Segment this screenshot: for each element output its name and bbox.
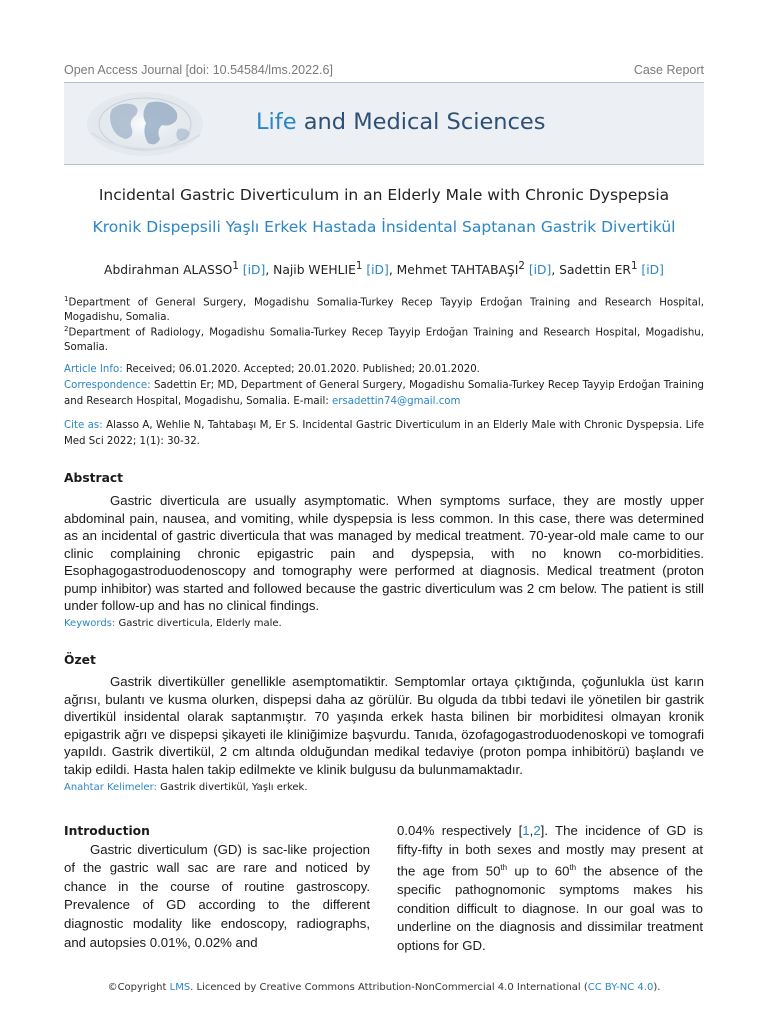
- keywords-label: Keywords:: [64, 618, 116, 629]
- author-name: Sadettin ER: [559, 263, 631, 278]
- reference-separator: ,: [529, 823, 534, 838]
- reference-link-2[interactable]: 2: [533, 823, 541, 838]
- affiliation-2: [64, 322, 704, 355]
- correspondence-label: Correspondence:: [64, 380, 151, 391]
- author-affiliation-sup: 1: [355, 260, 363, 272]
- anahtar-kelimeler-text: Gastrik divertikül, Yaşlı erkek.: [156, 782, 308, 793]
- ozet-text: Gastrik divertiküller genellikle asemptomatiktir. Semptomlar ortaya çıktığında, çoğunlukla üst karın ağrısı, bulantı ve kusma olurken, dispepsi daha az görülür. Bu olguda da tıbbi tedavi ile yönetilen bir gastrik divertikül insidental olarak saptanmıştır. 70 yaşında erkek hasta bilinen bir morbiditesi olmayan kronik epigastrik ağrı ve dispepsi şikayeti ile kliniğimize başvurdu. Tanıda, özofagogastroduodenoskopi ve tomografi yapıldı. Gastrik divertikül, 2 cm altında olduğundan medikal tedaviye (proton pompa inhibitörü) başlandı ve takip edildi. Hasta halen takip edilmekte ve klinik bulgusu da bulunmamaktadır.: [64, 674, 704, 777]
- license-text: . Licenced by Creative Commons Attribution-NonCommercial 4.0 International (: [190, 982, 588, 993]
- article-info: [64, 362, 704, 378]
- article-title-en: Incidental Gastric Diverticulum in an Elderly Male with Chronic Dyspepsia: [98, 186, 670, 204]
- journal-banner: [64, 82, 704, 165]
- orcid-icon: iD: [646, 263, 660, 278]
- introduction-heading: Introduction: [64, 824, 150, 838]
- author-name: Abdirahman ALASSO: [104, 263, 233, 278]
- affiliation-text: Department of General Surgery, Mogadishu Somalia-Turkey Recep Tayyip Erdoğan Training and Research Hospital, Mogadishu, Somalia.: [64, 297, 704, 324]
- orcid-link[interactable]: [iD]: [242, 263, 266, 278]
- intro-text-d: the absence of the specific pathognomonic symptoms makes his condition difficult to diagnose. In our goal was to underline on the diagnosis and dissimilar treatment options for GD.: [397, 863, 703, 953]
- orcid-link[interactable]: [iD]: [641, 263, 664, 278]
- article-title-tr: Kronik Dispepsili Yaşlı Erkek Hastada İnsidental Saptanan Gastrik Divertikül: [92, 218, 676, 236]
- orcid-icon: iD: [371, 263, 385, 278]
- author-affiliation-sup: 1: [630, 260, 638, 272]
- affiliation-text: Department of Radiology, Mogadishu Somalia-Turkey Recep Tayyip Erdoğan Training and Research Hospital, Mogadishu, Somalia.: [64, 327, 704, 354]
- correspondence-text: Sadettin Er; MD, Department of General Surgery, Mogadishu Somalia-Turkey Recep Tayyip Erdoğan Training and Research Hospital, Mogadishu, Somalia. E-mail:: [64, 380, 704, 407]
- abstract-text: Gastric diverticula are usually asymptomatic. When symptoms surface, they are mostly upper abdominal pain, nausea, and vomiting, while dyspepsia is less common. In this case, there was determined as an incidental of gastric diverticula that was managed by medical treatment. 70-year-old male came to our clinic complaining chronic epigastric pain and dyspepsia, with no known co-morbidities. Esophagogastroduodenoscopy and tomography were performed at diagnosis. Medical treatment (proton pump inhibitor) was started and followed because the gastric diverticulum was 2 cm below. The patient is still under follow-up and has no clinical findings.: [64, 493, 704, 613]
- copyright-prefix: ©Copyright: [107, 982, 170, 993]
- article-info-label: Article Info:: [64, 364, 123, 375]
- journal-doi-line: Open Access Journal [doi: 10.54584/lms.2022.6]: [64, 63, 333, 77]
- ozet-heading: Özet: [64, 653, 96, 667]
- affiliation-sup: 2: [64, 325, 69, 333]
- anahtar-kelimeler: [64, 782, 308, 793]
- author-name: Mehmet TAHTABAŞI: [396, 263, 519, 278]
- journal-name: [256, 109, 546, 135]
- intro-column-right: [397, 822, 703, 956]
- cite-text: Alasso A, Wehlie N, Tahtabaşı M, Er S. Incidental Gastric Diverticulum in an Elderly Male with Chronic Dyspepsia. Life Med Sci 2022; 1(1): 30-32.: [64, 420, 704, 447]
- copyright-suffix: ).: [653, 982, 661, 993]
- keywords: [64, 618, 282, 629]
- keywords-text: Gastric diverticula, Elderly male.: [115, 618, 282, 629]
- author-affiliation-sup: 1: [232, 260, 239, 272]
- orcid-icon: iD: [247, 263, 261, 278]
- intro-text-a: 0.04% respectively [: [397, 823, 523, 838]
- anahtar-kelimeler-label: Anahtar Kelimeler:: [64, 782, 157, 793]
- correspondence: [64, 378, 704, 410]
- intro-paragraph-1: Gastric diverticulum (GD) is sac-like projection of the gastric wall sac are rare and noticed by chance in the course of routine gastroscopy. Prevalence of GD according to the different diagnostic modality like endoscopy, radiographs, and autopsies 0.01%, 0.02% and: [64, 841, 370, 950]
- license-link[interactable]: CC BY-NC 4.0: [587, 982, 654, 993]
- copyright-footer: [0, 982, 768, 993]
- journal-name-highlight: Life: [256, 109, 297, 135]
- orcid-icon: iD: [533, 263, 547, 278]
- article-info-text: Received; 06.01.2020. Accepted; 20.01.2020. Published; 20.01.2020.: [122, 364, 480, 375]
- author-affiliation-sup: 2: [518, 260, 525, 272]
- intro-text-b: ]. The incidence of GD is fifty-fifty in both sexes and mostly may present at the age from 50: [397, 823, 704, 879]
- orcid-link[interactable]: [iD]: [528, 263, 552, 278]
- author-list: Abdirahman ALASSO$^1$ [iD], Najib WEHLIE$^1$ [iD], Mehmet TAHTABAŞI$^2$ [iD], Sadettin $ER^1$ [iD]: [104, 260, 664, 278]
- cite-as: [64, 418, 704, 450]
- affiliation-1: [64, 292, 704, 325]
- journal-name-rest: and Medical Sciences: [296, 109, 546, 135]
- author-name: Najib WEHLIE: [273, 263, 356, 278]
- affiliation-sup: 1: [64, 295, 69, 303]
- globe-logo-icon: [82, 89, 208, 159]
- email-link[interactable]: ersadettin74@gmail.com: [332, 396, 461, 407]
- article-type: Case Report: [633, 63, 704, 77]
- abstract-heading: Abstract: [64, 471, 124, 485]
- ordinal-sup: th: [569, 863, 577, 873]
- reference-link-1[interactable]: 1: [522, 823, 530, 838]
- intro-column-left: [64, 822, 370, 952]
- running-header: [64, 63, 704, 79]
- cite-label: Cite as:: [64, 420, 103, 431]
- orcid-link[interactable]: [iD]: [366, 263, 389, 278]
- ordinal-sup: th: [500, 863, 508, 873]
- intro-text-c: up to 60: [507, 863, 570, 879]
- brand-link[interactable]: LMS: [169, 982, 191, 993]
